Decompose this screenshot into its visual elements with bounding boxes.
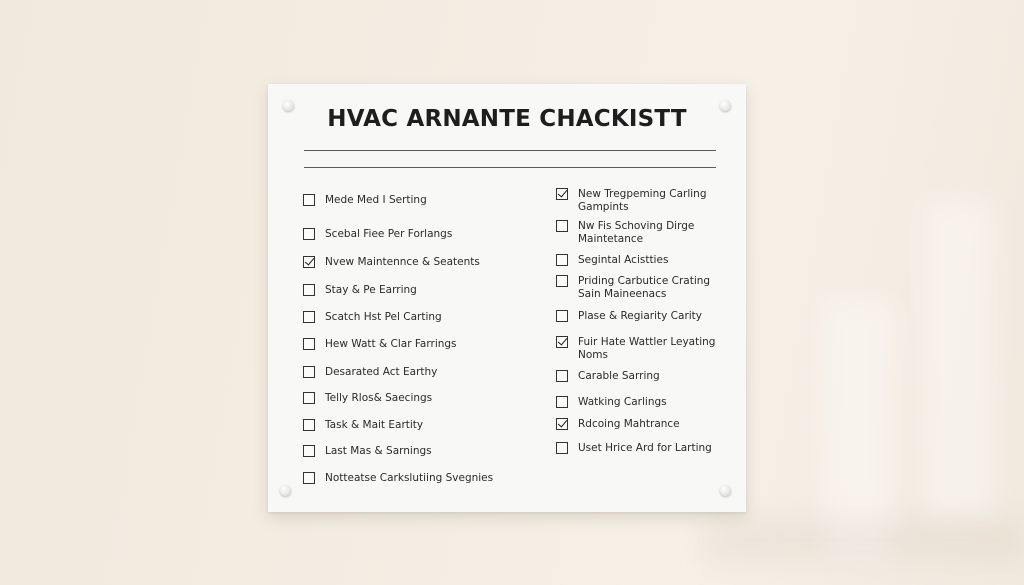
checkbox[interactable]: [303, 311, 315, 323]
checkbox[interactable]: [303, 472, 315, 484]
pin-icon: [280, 485, 291, 496]
checklist-item[interactable]: [556, 442, 712, 455]
checklist-item-label: Carable Sarring: [578, 370, 660, 382]
wall-light-streak: [924, 200, 994, 520]
checkbox[interactable]: [303, 419, 315, 431]
checklist-item-label: Uset Hrice Ard for Larting: [578, 442, 712, 454]
checkbox[interactable]: [556, 396, 568, 408]
divider: [304, 167, 716, 168]
checkbox[interactable]: [556, 188, 568, 200]
checkbox[interactable]: [556, 370, 568, 382]
checklist-item-label: New Tregpeming Carling Gampints: [578, 188, 707, 213]
checkbox[interactable]: [556, 254, 568, 266]
checklist-item-label: Priding Carbutice Crating Sain Maineenacs: [578, 275, 711, 300]
checklist-item-label: Hew Watt & Clar Farrings: [325, 338, 457, 350]
checkbox[interactable]: [556, 310, 568, 322]
checklist-item[interactable]: [556, 220, 694, 246]
checklist-item[interactable]: [556, 418, 680, 431]
checklist-item[interactable]: [303, 472, 493, 485]
checklist-item-label: Segintal Acistties: [578, 254, 669, 266]
checklist-item[interactable]: [303, 419, 423, 432]
checkbox[interactable]: [303, 256, 315, 268]
checklist-item[interactable]: [556, 336, 715, 362]
checklist-item-label: Task & Mait Eartity: [325, 419, 424, 431]
checklist-item[interactable]: [556, 396, 667, 409]
checkbox[interactable]: [303, 366, 315, 378]
checklist-item[interactable]: [303, 194, 427, 207]
checklist-item[interactable]: [556, 254, 668, 267]
checkbox[interactable]: [556, 418, 568, 430]
checklist-item-label: Watking Carlings: [578, 396, 667, 408]
checklist-item-label: Desarated Act Earthy: [325, 366, 438, 378]
pin-icon: [720, 485, 731, 496]
checklist-item[interactable]: [303, 366, 437, 379]
checklist-item-label: Stay & Pe Earring: [325, 284, 417, 296]
checklist-item-label: Notteatse Carkslutiing Svegnies: [325, 472, 494, 484]
checklist-item[interactable]: [556, 310, 702, 323]
checkbox[interactable]: [303, 284, 315, 296]
checklist-item-label: Plase & Regiarity Carity: [578, 310, 703, 322]
checklist-item-label: Nw Fis Schoving Dirge Maintetance: [578, 220, 695, 245]
checklist-item-label: Scatch Hst Pel Carting: [325, 311, 442, 323]
checkbox[interactable]: [556, 336, 568, 348]
checklist-item-label: Last Mas & Sarnings: [325, 445, 432, 457]
checklist-item[interactable]: [303, 338, 457, 351]
checklist-sheet: [268, 84, 746, 512]
checklist-item[interactable]: [303, 228, 452, 241]
checkbox[interactable]: [556, 442, 568, 454]
checklist-title: HVAC ARNANTE CHACKISTT: [327, 106, 687, 132]
checklist-item[interactable]: [556, 370, 660, 383]
checklist-item-label: Nvew Maintennce & Seatents: [325, 256, 480, 268]
checklist-item-label: Rdcoing Mahtrance: [578, 418, 680, 430]
divider: [304, 150, 716, 151]
checklist-item[interactable]: [303, 445, 432, 458]
checklist-item[interactable]: [303, 392, 432, 405]
checkbox[interactable]: [303, 338, 315, 350]
checklist-item-label: Mede Med I Serting: [325, 194, 427, 206]
checklist-item[interactable]: [303, 311, 442, 324]
checklist-item[interactable]: [303, 284, 417, 297]
checkbox[interactable]: [303, 392, 315, 404]
checklist-item-label: Scebal Fiee Per Forlangs: [325, 228, 453, 240]
wall-light-streak: [824, 300, 894, 560]
checkbox[interactable]: [303, 194, 315, 206]
checkbox[interactable]: [556, 220, 568, 232]
checkbox[interactable]: [303, 445, 315, 457]
checkbox[interactable]: [556, 275, 568, 287]
checklist-item[interactable]: [556, 188, 707, 214]
checklist-item[interactable]: [303, 256, 480, 269]
checkbox[interactable]: [303, 228, 315, 240]
wall-shadow: [704, 520, 1024, 560]
checklist-item-label: Telly Rlos& Saecings: [325, 392, 433, 404]
checklist-item-label: Fuir Hate Wattler Leyating Noms: [578, 336, 716, 361]
checklist-item[interactable]: [556, 275, 710, 301]
